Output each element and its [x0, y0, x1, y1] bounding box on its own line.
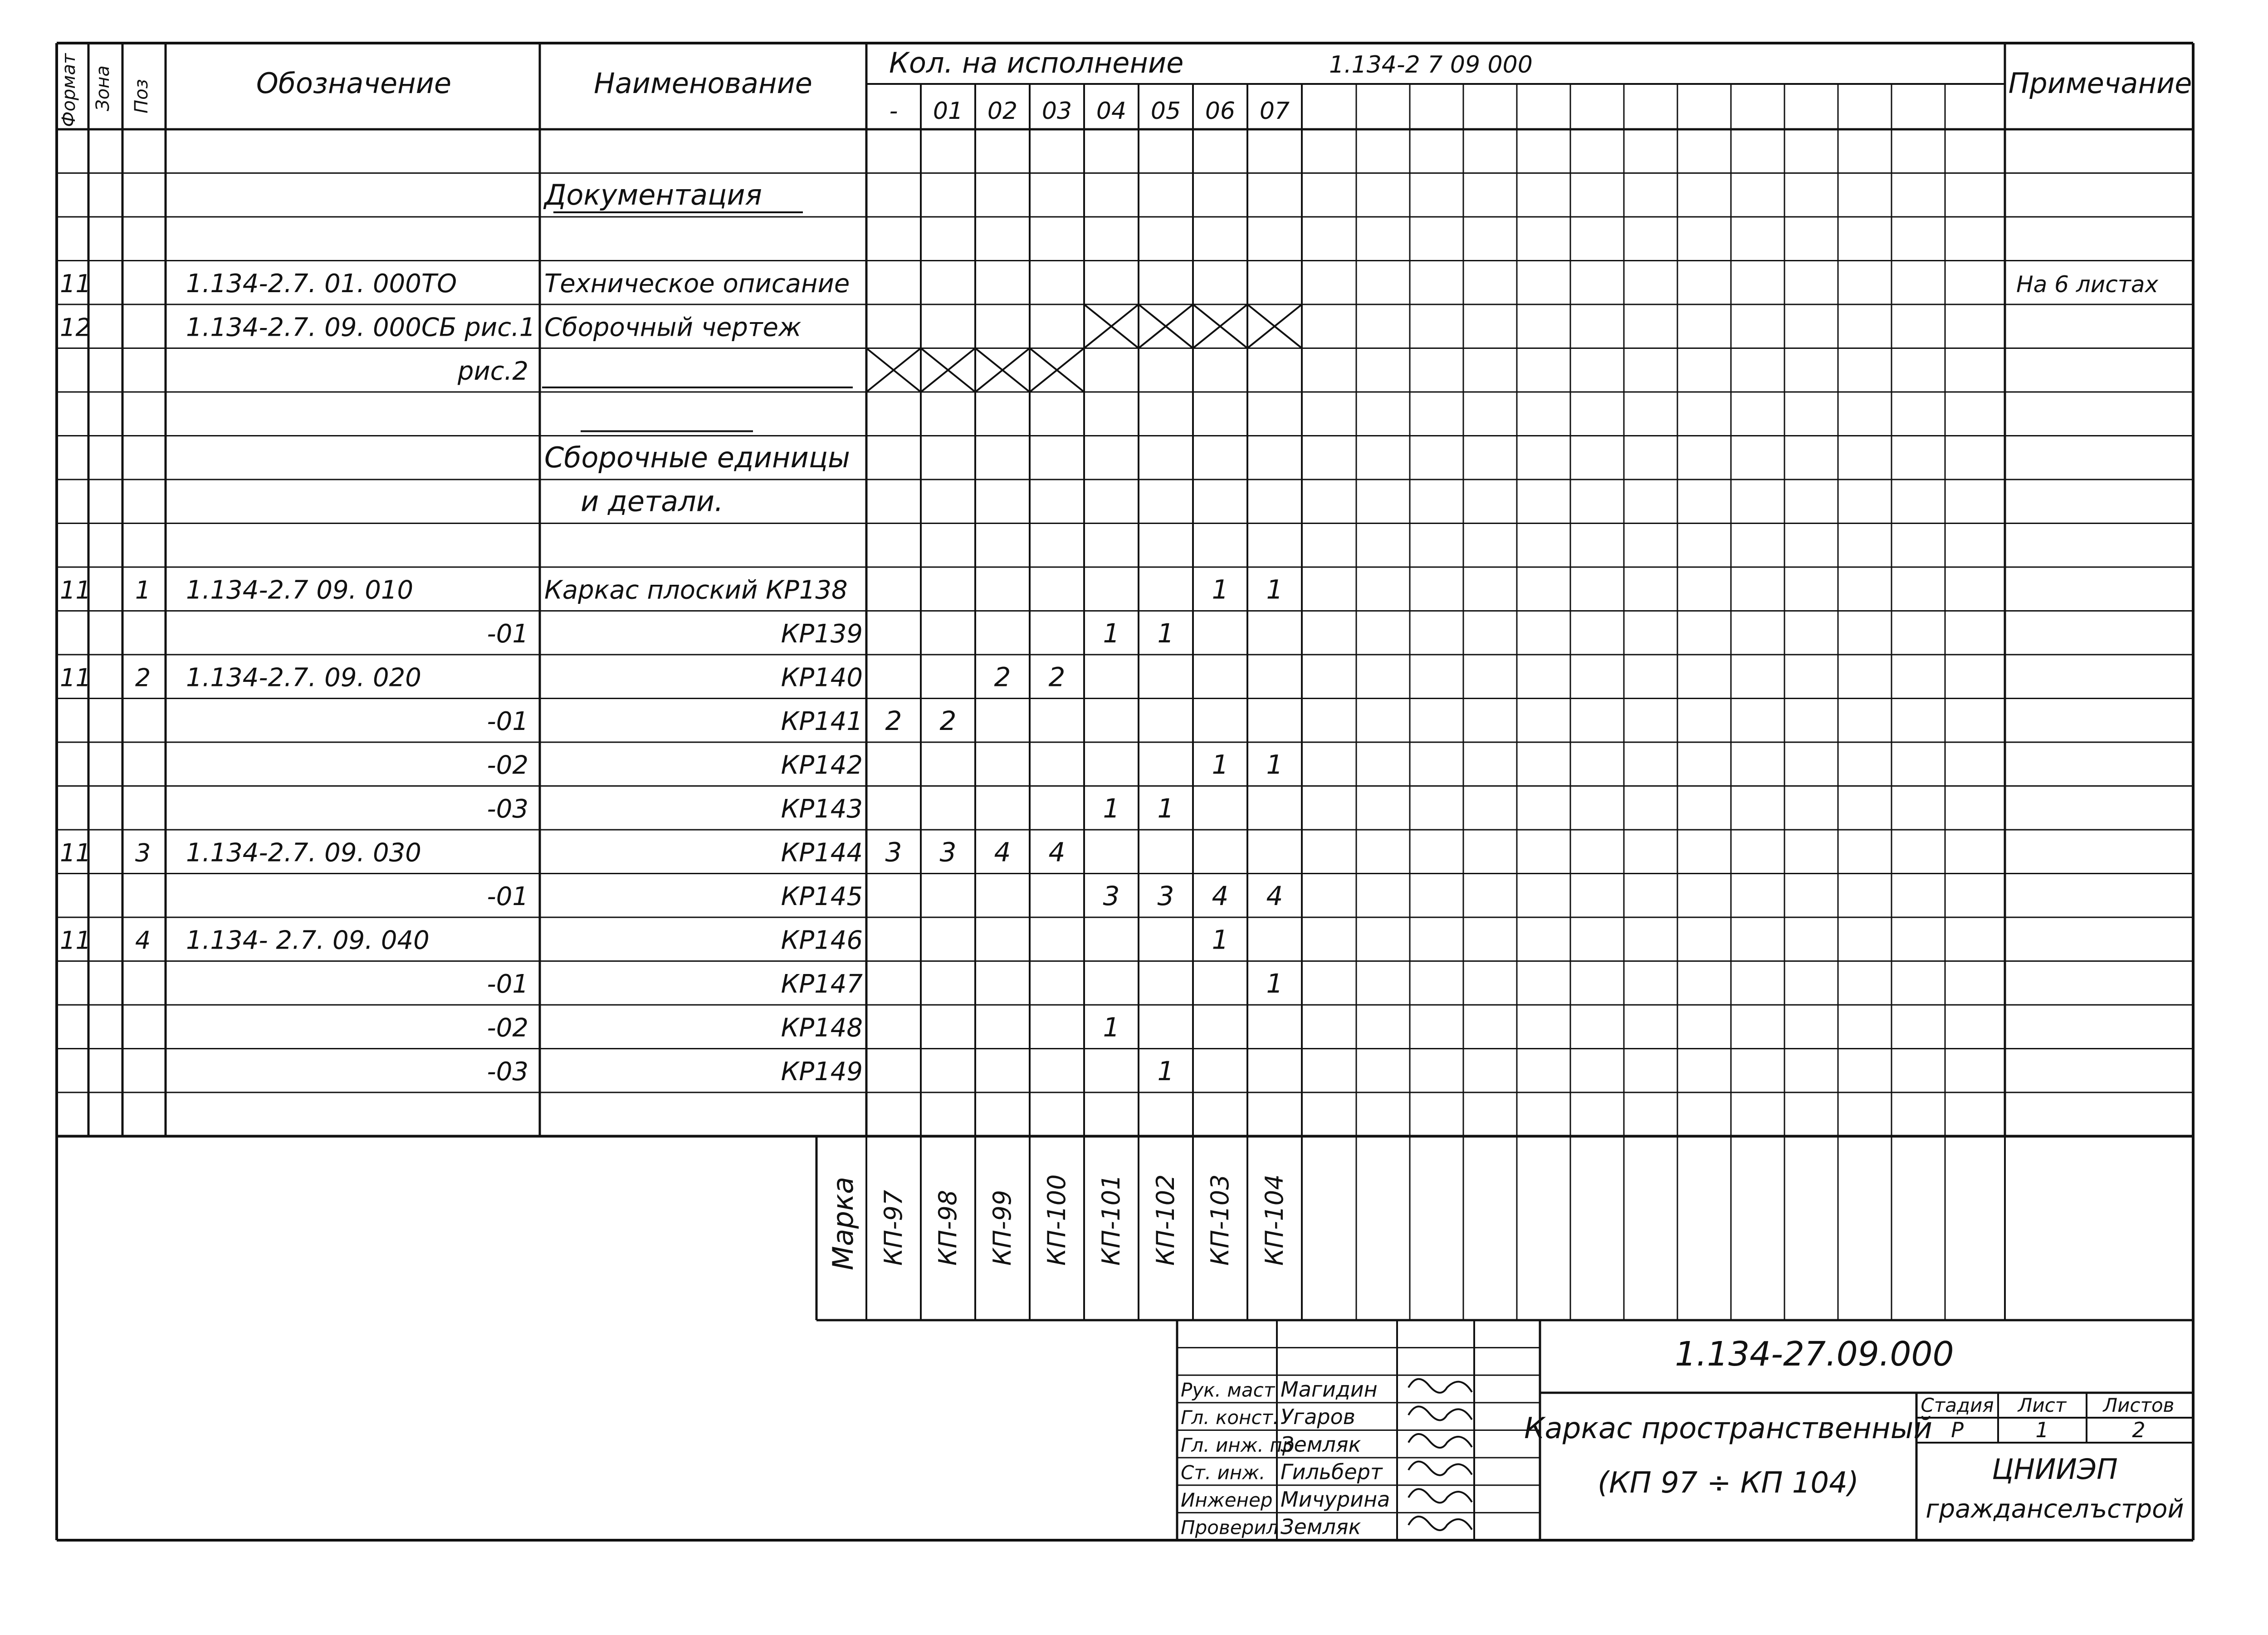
row-name: КР148 — [781, 1013, 863, 1043]
qty-cell: 4 — [1266, 880, 1283, 911]
stamp-name: Земляк — [1281, 1514, 1361, 1539]
qty-cell: 1 — [1266, 749, 1283, 780]
row-name: КР149 — [781, 1057, 863, 1087]
header-doc-ref: 1.134-2 7 09 000 — [1329, 51, 1533, 78]
mark-label: КП-98 — [934, 1190, 962, 1266]
stage-value: Р — [1951, 1418, 1964, 1442]
qty-cell: 3 — [939, 837, 957, 868]
row-designation: 1.134-2.7. 09. 020 — [186, 663, 421, 693]
variant-header: 01 — [933, 98, 963, 125]
stamp-title: (КП 97 ÷ КП 104) — [1598, 1466, 1859, 1500]
sheets-value: 2 — [2132, 1418, 2146, 1442]
variant-header: 05 — [1150, 98, 1181, 125]
row-format: 11 — [60, 838, 91, 867]
signature — [1408, 1379, 1472, 1393]
row-name: КР145 — [781, 881, 863, 911]
mark-label: КП-103 — [1206, 1174, 1234, 1266]
section-heading: и детали. — [581, 485, 723, 518]
marks-label: Марка — [826, 1176, 860, 1270]
row-name: Сборочный чертеж — [544, 313, 802, 343]
qty-cell: 1 — [1212, 574, 1229, 605]
stamp-role: Ст. инж. — [1181, 1461, 1266, 1484]
row-designation: -01 — [487, 619, 528, 649]
qty-cell: 4 — [1048, 837, 1066, 868]
stamp-name: Угаров — [1281, 1405, 1355, 1429]
qty-cell: 1 — [1103, 793, 1120, 824]
qty-cell: 3 — [885, 837, 902, 868]
variant-header: 03 — [1041, 98, 1072, 125]
row-name: КР142 — [781, 750, 863, 780]
row-designation: рис.2 — [457, 356, 528, 386]
signature — [1408, 1517, 1472, 1530]
header-format: Формат — [59, 53, 79, 127]
qty-cell: 2 — [885, 705, 902, 736]
sheet-value: 1 — [2035, 1418, 2049, 1442]
stamp-name: Земляк — [1281, 1432, 1361, 1457]
qty-cell: 3 — [1103, 880, 1120, 911]
row-name: КР146 — [781, 925, 863, 955]
header-zone: Зона — [93, 65, 113, 111]
mark-label: КП-97 — [879, 1190, 908, 1266]
row-pos: 1 — [135, 576, 151, 605]
section-heading: Сборочные единицы — [544, 441, 850, 474]
qty-cell: 2 — [939, 705, 957, 736]
row-name: КР141 — [781, 706, 863, 736]
sheet-label: Лист — [2018, 1394, 2067, 1416]
signature — [1408, 1434, 1472, 1448]
header-note: Примечание — [2008, 67, 2192, 100]
row-name: Техническое описание — [544, 269, 850, 299]
row-pos: 3 — [135, 838, 151, 867]
qty-cell: 2 — [1048, 661, 1066, 693]
mark-label: КП-102 — [1151, 1174, 1180, 1266]
row-format: 11 — [60, 926, 91, 955]
row-designation: -02 — [487, 750, 528, 780]
row-name: Каркас плоский КР138 — [544, 575, 848, 605]
row-designation: 1.134-2.7 09. 010 — [186, 575, 414, 605]
row-designation: -01 — [487, 706, 528, 736]
qty-cell: 1 — [1157, 617, 1174, 649]
qty-cell: 3 — [1157, 880, 1174, 911]
mark-label: КП-104 — [1260, 1174, 1289, 1266]
org-name: гражданселъстрой — [1926, 1494, 2184, 1524]
stamp-code: 1.134-27.09.000 — [1675, 1335, 1954, 1374]
stamp-name: Магидин — [1281, 1377, 1378, 1402]
row-format: 11 — [60, 269, 91, 298]
stage-label: Стадия — [1921, 1394, 1994, 1416]
qty-cell: 1 — [1103, 617, 1120, 649]
sheets-label: Листов — [2103, 1394, 2175, 1416]
row-name: КР139 — [781, 619, 863, 649]
stamp-name: Гильберт — [1281, 1459, 1383, 1484]
mark-label: КП-100 — [1042, 1174, 1071, 1266]
row-format: 12 — [60, 313, 91, 342]
qty-cell: 1 — [1266, 574, 1283, 605]
stamp-name: Мичурина — [1281, 1487, 1390, 1512]
variant-header: 06 — [1205, 98, 1236, 125]
row-designation: 1.134-2.7. 09. 000СБ рис.1 — [186, 313, 536, 343]
qty-cell: 1 — [1103, 1012, 1120, 1043]
variant-header: 07 — [1259, 98, 1290, 125]
row-name: КР144 — [781, 838, 863, 868]
org-name: ЦНИИЭП — [1992, 1453, 2118, 1486]
row-designation: 1.134-2.7. 09. 030 — [186, 838, 421, 868]
signature — [1408, 1462, 1472, 1475]
row-name: КР143 — [781, 794, 863, 824]
mark-label: КП-99 — [988, 1190, 1017, 1266]
variant-header: - — [889, 98, 898, 125]
row-pos: 2 — [135, 663, 151, 692]
variant-header: 04 — [1096, 98, 1127, 125]
row-designation: -03 — [487, 1057, 528, 1087]
stamp-title: Каркас пространственный — [1524, 1412, 1932, 1445]
row-designation: 1.134-2.7. 01. 000ТО — [186, 269, 457, 299]
signature — [1408, 1406, 1472, 1420]
row-designation: -02 — [487, 1013, 528, 1043]
row-designation: -01 — [487, 969, 528, 999]
qty-cell: 1 — [1157, 1055, 1174, 1087]
header-pos: Поз — [131, 79, 152, 113]
stamp-role: Инженер — [1181, 1489, 1273, 1512]
stamp-role: Гл. конст. — [1181, 1406, 1279, 1429]
stamp-role: Проверил — [1181, 1516, 1279, 1539]
row-pos: 4 — [135, 926, 151, 955]
row-name: КР140 — [781, 663, 863, 693]
stamp-role: Рук. маст — [1181, 1379, 1275, 1401]
qty-cell: 1 — [1212, 749, 1229, 780]
qty-cell: 1 — [1266, 968, 1283, 999]
variant-header: 02 — [987, 98, 1018, 125]
header-qty-title: Кол. на исполнение — [889, 46, 1184, 79]
header-name: Наименование — [594, 67, 812, 100]
qty-cell: 1 — [1212, 924, 1229, 955]
row-format: 11 — [60, 663, 91, 692]
qty-cell: 1 — [1157, 793, 1174, 824]
row-format: 11 — [60, 576, 91, 605]
stamp-role: Гл. инж. пр — [1181, 1434, 1295, 1456]
section-heading: Документация — [544, 178, 762, 211]
row-name: КР147 — [781, 969, 863, 999]
row-designation: -01 — [487, 881, 528, 911]
mark-label: КП-101 — [1097, 1174, 1125, 1266]
signature — [1408, 1489, 1472, 1503]
qty-cell: 4 — [1212, 880, 1229, 911]
row-designation: 1.134- 2.7. 09. 040 — [186, 925, 430, 955]
qty-cell: 2 — [994, 661, 1011, 693]
qty-cell: 4 — [994, 837, 1011, 868]
row-note: На 6 листах — [2016, 271, 2159, 298]
header-designation: Обозначение — [256, 67, 452, 100]
row-designation: -03 — [487, 794, 528, 824]
